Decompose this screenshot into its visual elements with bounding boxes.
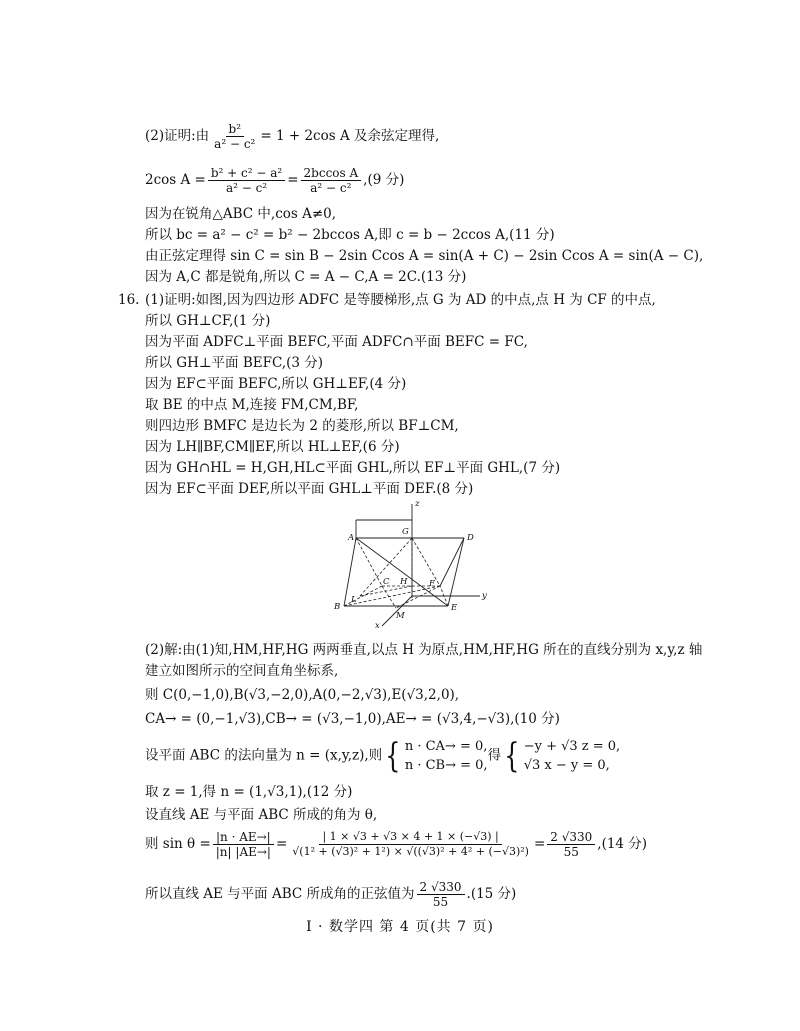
dash-bc xyxy=(344,586,382,606)
equation-system xyxy=(382,737,487,775)
q16-line-1: (1)证明:如图,因为四边形 ADFC 是等腰梯形,点 G 为 AD 的中点,点 H 为 CF 的中点, xyxy=(145,292,656,308)
fraction xyxy=(211,122,258,151)
fraction xyxy=(289,830,532,859)
text: 所以直线 AE 与平面 ABC 所成角的正弦值为 xyxy=(145,886,415,902)
question-number: 16. xyxy=(118,292,140,308)
fraction xyxy=(547,830,595,859)
label-a: A xyxy=(348,533,355,543)
label-g: G xyxy=(402,527,409,537)
q16-line-4: 所以 GH⊥平面 BEFC,(3 分) xyxy=(145,355,324,371)
text: .(15 分) xyxy=(466,886,517,902)
solution-line-5 xyxy=(145,737,620,775)
q16-line-10: 因为 EF⊂平面 DEF,所以平面 GHL⊥平面 DEF.(8 分) xyxy=(145,481,474,497)
q16-line-6: 取 BE 的中点 M,连接 FM,CM,BF, xyxy=(145,397,359,413)
numerator: b² xyxy=(226,122,245,137)
numerator: 2 √330 xyxy=(417,880,465,895)
text: = xyxy=(533,836,546,852)
text: = xyxy=(287,172,299,188)
label-l: L xyxy=(351,595,357,605)
solution-line-6: 取 z = 1,得 n = (1,√3,1),(12 分) xyxy=(145,784,353,800)
q16-line-3: 因为平面 ADFC⊥平面 BEFC,平面 ADFC∩平面 BEFC = FC, xyxy=(145,334,528,350)
q16-line-8: 因为 LH∥BF,CM∥EF,所以 HL⊥EF,(6 分) xyxy=(145,439,400,455)
proof-line-2 xyxy=(145,166,404,195)
text: 得 xyxy=(487,747,502,764)
solution-line-8 xyxy=(145,830,647,859)
fraction xyxy=(213,830,274,859)
text: 则 sin θ = xyxy=(145,836,211,852)
proof-line-4: 所以 bc = a² − c² = b² − 2bccos A,即 c = b − 2ccos A,(11 分) xyxy=(145,227,555,243)
denominator: a² − c² xyxy=(214,137,256,151)
text: 2cos A = xyxy=(145,172,206,188)
proof-line-5: 由正弦定理得 sin C = sin B − 2sin Ccos A = sin(A + C) − 2sin Ccos A = sin(A − C), xyxy=(145,248,704,264)
page-footer: Ⅰ · 数学四 第 4 页(共 7 页) xyxy=(306,919,494,935)
numerator: |n · AE→| xyxy=(213,830,274,845)
label-y: y xyxy=(482,591,487,601)
brace: { xyxy=(385,736,401,776)
dash-ac xyxy=(356,538,382,586)
fraction xyxy=(208,166,285,195)
denominator: a² − c² xyxy=(225,181,268,195)
text: (2)证明:由 xyxy=(145,128,210,144)
solution-line-1: (2)解:由(1)知,HM,HF,HG 两两垂直,以点 H 为原点,HM,HF,HG 所在的直线分别为 x,y,z 轴 xyxy=(145,642,703,658)
denominator: |n| |AE→| xyxy=(215,845,271,859)
dash-gf xyxy=(412,538,440,586)
dash-fm xyxy=(396,586,440,608)
label-z: z xyxy=(415,499,420,509)
numerator: | 1 × √3 + √3 × 4 + 1 × (−√3) | xyxy=(319,830,501,845)
text: ,(14 分) xyxy=(597,836,648,852)
label-d: D xyxy=(467,533,474,543)
equation: n · CB→ = 0, xyxy=(404,758,488,773)
q16-line-2: 所以 GH⊥CF,(1 分) xyxy=(145,313,271,329)
solution-line-9 xyxy=(145,880,516,909)
label-f: F xyxy=(429,579,435,589)
proof-line-3: 因为在锐角△ABC 中,cos A≠0, xyxy=(145,206,337,222)
fraction xyxy=(417,880,465,909)
edge-ae xyxy=(356,538,448,606)
geometry-figure xyxy=(320,498,500,633)
equation: √3 x − y = 0, xyxy=(523,758,610,773)
q16-line-7: 则四边形 BMFC 是边长为 2 的菱形,所以 BF⊥CM, xyxy=(145,418,459,434)
fraction xyxy=(301,166,362,195)
denominator: 55 xyxy=(563,845,579,859)
equation-system xyxy=(501,737,620,775)
text: ,(9 分) xyxy=(363,172,405,188)
solution-line-3: 则 C(0,−1,0),B(√3,−2,0),A(0,−2,√3),E(√3,2,0), xyxy=(145,687,460,703)
text: = xyxy=(275,836,288,852)
label-b: B xyxy=(334,602,341,612)
label-c: C xyxy=(383,577,390,587)
q16-line-9: 因为 GH∩HL = H,GH,HL⊂平面 GHL,所以 EF⊥平面 GHL,(7 分) xyxy=(145,460,561,476)
edge-df xyxy=(440,538,464,586)
label-e: E xyxy=(451,603,458,613)
solution-line-2: 建立如图所示的空间直角坐标系, xyxy=(145,663,339,679)
label-h: H xyxy=(400,577,408,587)
q16-line-5: 因为 EF⊂平面 BEFC,所以 GH⊥EF,(4 分) xyxy=(145,376,407,392)
numerator: b² + c² − a² xyxy=(208,166,285,181)
numerator: 2bccos A xyxy=(301,166,362,181)
text: 设平面 ABC 的法向量为 n = (x,y,z),则 xyxy=(145,747,383,764)
solution-line-4: CA→ = (0,−1,√3),CB→ = (√3,−1,0),AE→ = (√3,4,−√3),(10 分) xyxy=(145,711,560,727)
brace: { xyxy=(504,736,520,776)
equation: n · CA→ = 0, xyxy=(404,739,488,754)
label-m: M xyxy=(396,611,405,621)
label-x: x xyxy=(375,621,380,631)
denominator: a² − c² xyxy=(310,181,352,195)
proof-line-1 xyxy=(145,122,439,151)
proof-line-6: 因为 A,C 都是锐角,所以 C = A − C,A = 2C.(13 分) xyxy=(145,269,467,285)
solution-line-7: 设直线 AE 与平面 ABC 所成的角为 θ, xyxy=(145,807,378,823)
denominator: 55 xyxy=(432,895,449,909)
equation: −y + √3 z = 0, xyxy=(523,739,621,754)
denominator: √(1² + (√3)² + 1²) × √((√3)² + 4² + (−√3)²) xyxy=(292,845,529,858)
numerator: 2 √330 xyxy=(547,830,595,845)
text: = 1 + 2cos A 及余弦定理得, xyxy=(260,128,440,144)
